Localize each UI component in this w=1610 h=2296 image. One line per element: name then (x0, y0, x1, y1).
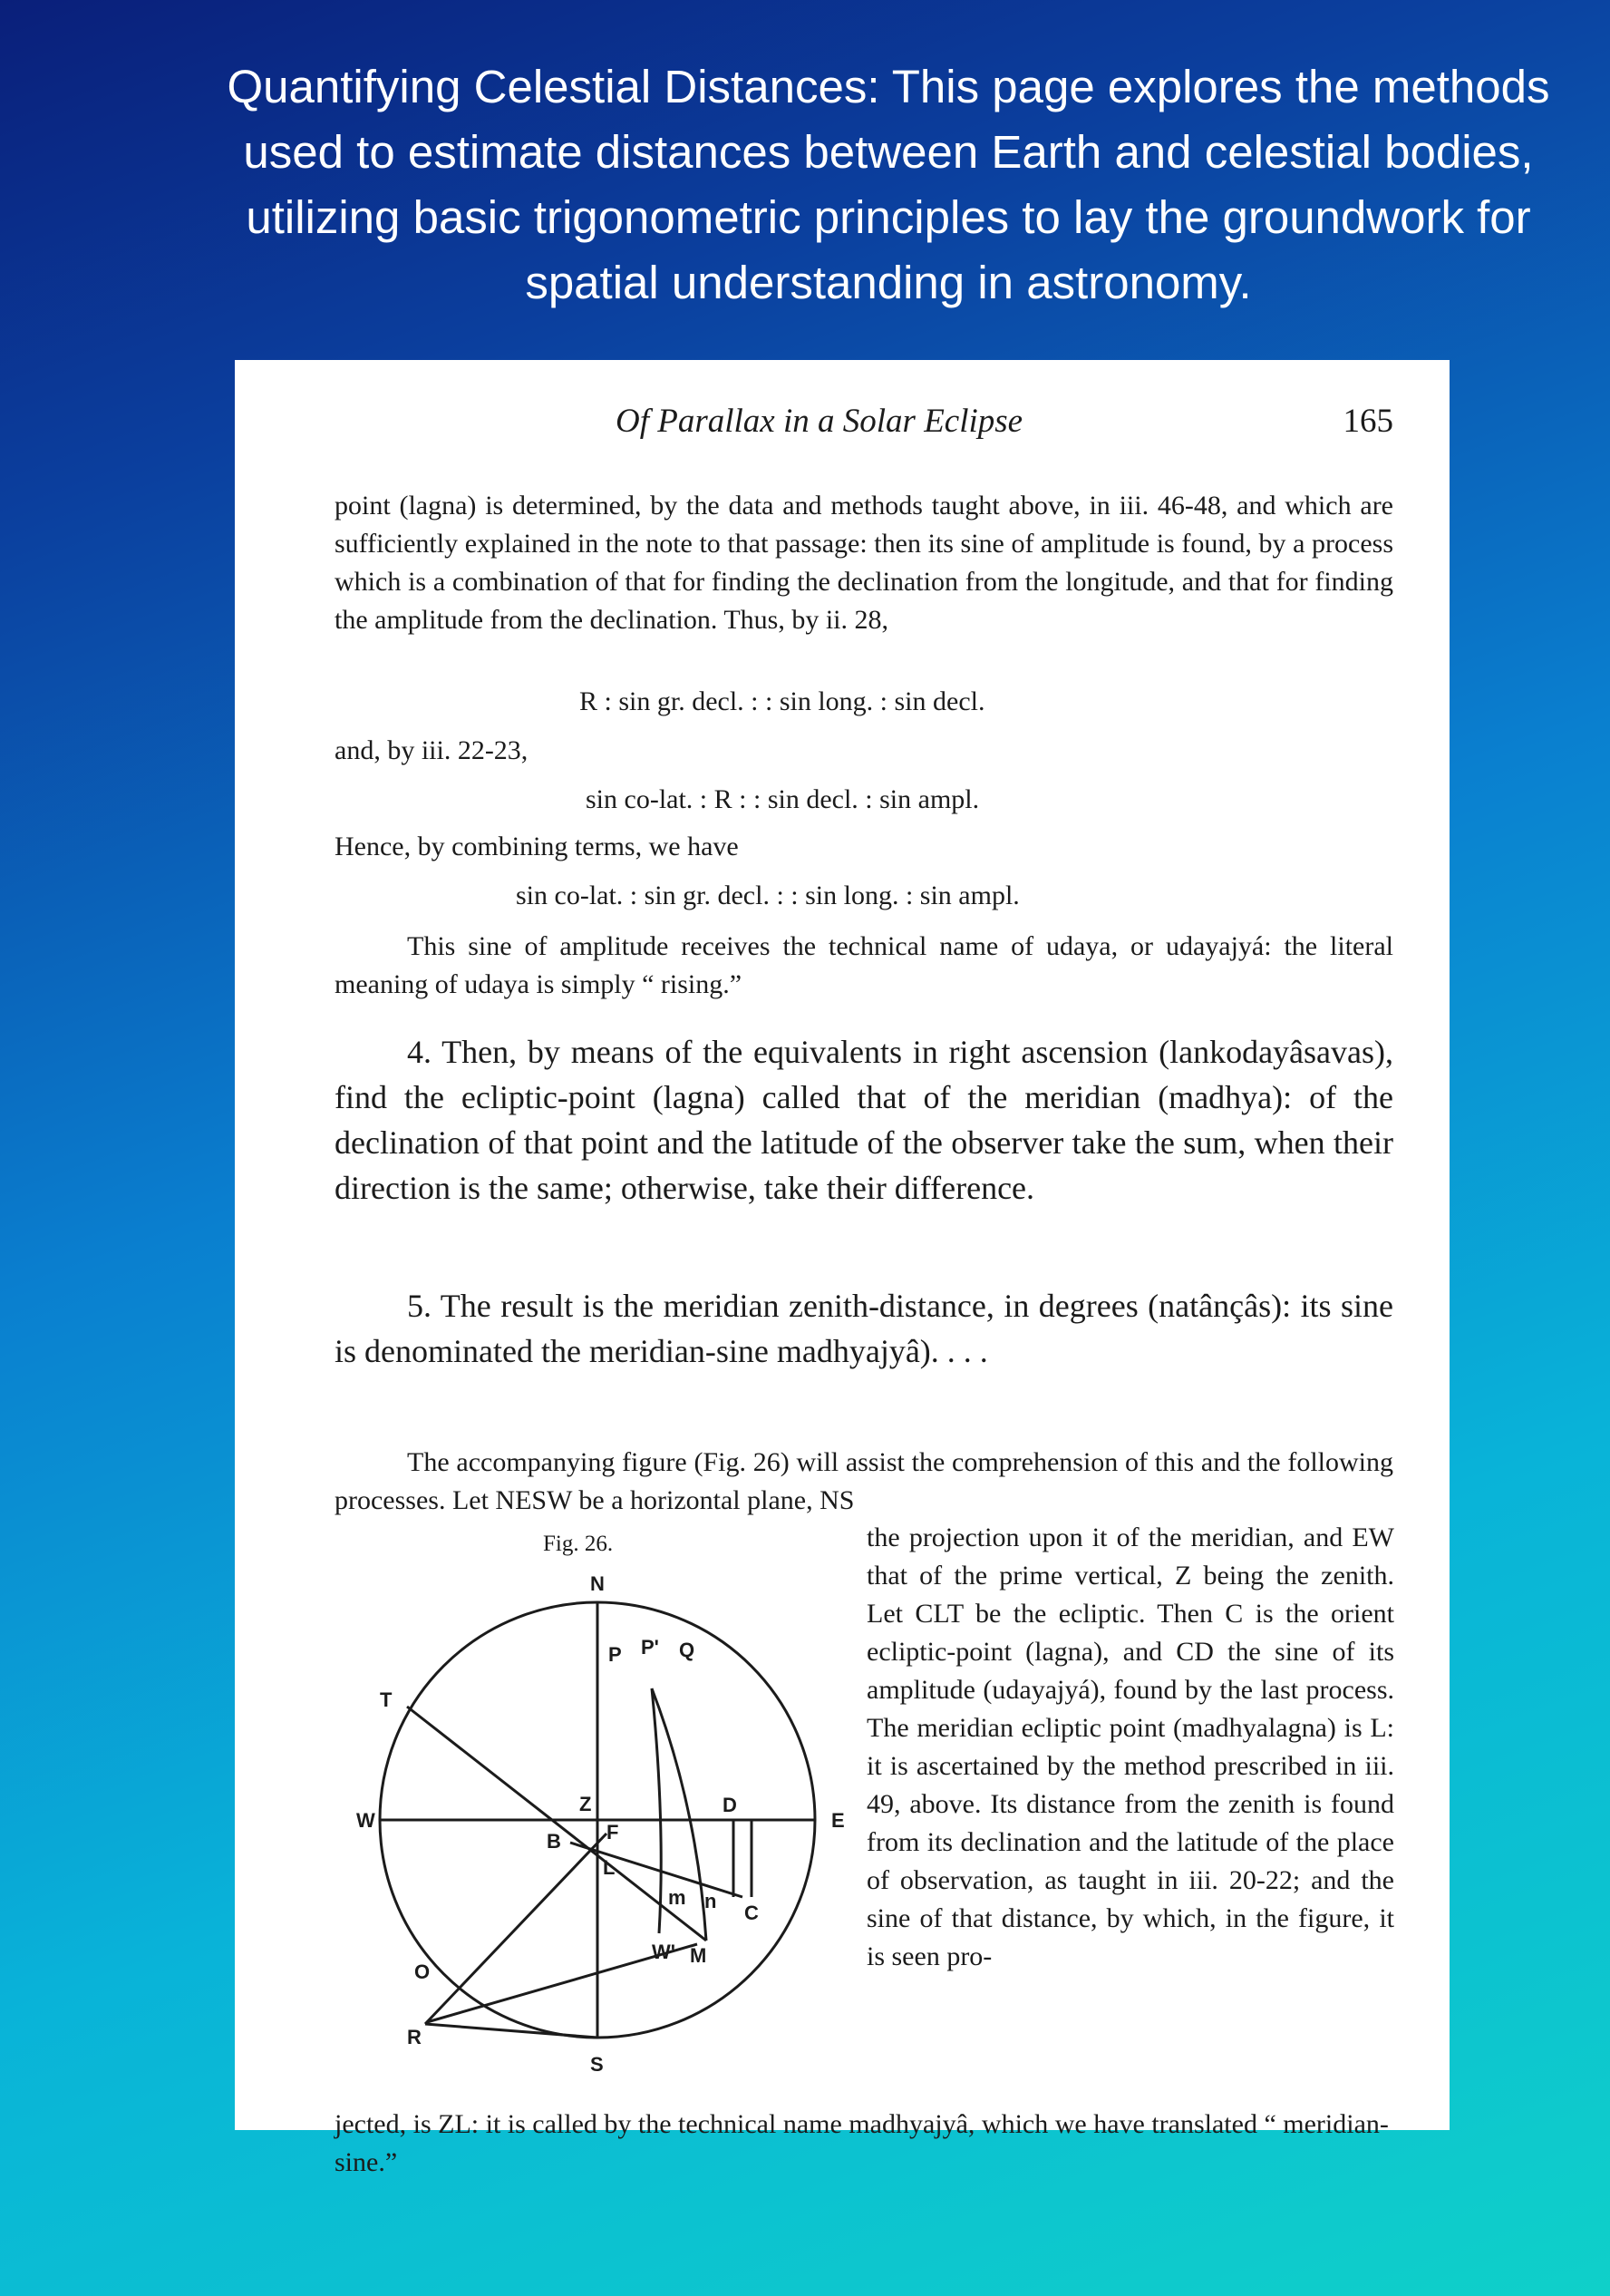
verse-4: 4. Then, by means of the equivalents in right ascension (lankodayâsavas), find the ecliptic-point (lagna) called that of the meridian (madhya): of the declination of that point and the latitude of the observer take the sum, when their direction is the same; otherwise, take their difference. (335, 1034, 1393, 1206)
verse-5: 5. The result is the meridian zenith-distance, in degrees (natânçâs): its sine is denominated the meridian-sine madhyajyâ). . . . (335, 1288, 1393, 1369)
label-F: F (606, 1821, 619, 1844)
book-page (235, 360, 1450, 2177)
equation-3: sin co-lat. : sin gr. decl. : : sin long. : sin ampl. (516, 880, 1020, 910)
label-C: C (744, 1902, 759, 1924)
paragraph-udaya: This sine of amplitude receives the technical name of udaya, or udayajyá: the literal meaning of udaya is simply “ rising.” (335, 931, 1393, 999)
diagram-lines (380, 1602, 815, 2038)
label-W: W (356, 1809, 375, 1832)
label-M: M (690, 1944, 707, 1967)
label-N: N (590, 1572, 605, 1595)
label-n: n (704, 1890, 717, 1912)
label-O: O (414, 1960, 431, 1983)
hence-line: Hence, by combining terms, we have (335, 832, 739, 861)
label-T: T (380, 1688, 393, 1711)
image-caption: Quantifying Celestial Distances: This page explores the methods used to estimate distances between Earth and celestial bodies, utilizing basic trigonometric principles to lay the groundwork for spatial understanding in astronomy. (227, 61, 1550, 308)
label-W-prime: W' (652, 1941, 675, 1963)
label-Z: Z (579, 1793, 592, 1815)
label-P-prime: P' (641, 1636, 659, 1659)
diagram-labels (356, 1572, 845, 2076)
figure-label: Fig. 26. (543, 1532, 614, 1556)
page-number: 165 (1343, 403, 1393, 440)
figure-26-diagram (353, 1571, 860, 2097)
and-line: and, by iii. 22-23, (335, 735, 529, 765)
paragraph-figure-conclusion: jected, is ZL: it is called by the technical name madhyajyâ, which we have translated “ meridian-sine.” (335, 2109, 1389, 2177)
running-head: Of Parallax in a Solar Eclipse (616, 403, 1023, 440)
label-R: R (407, 2026, 422, 2048)
label-m: m (668, 1886, 686, 1909)
figure-side-text: the projection upon it of the meridian, and EW that of the prime vertical, Z being the zenith. Let CLT be the ecliptic. Then C is the orient ecliptic-point (lagna), and CD the sine of its amplitude (udayajyá), found by the last process. The meridian ecliptic point (madhyalagna) is L: it is ascertained by the method prescribed in iii. 49, above. Its distance from the zenith is found from its declination and the latitude of the place of observation, as taught in iii. 20-22; and the sine of that distance, by which, in the figure, it is seen pro- (867, 1523, 1394, 1971)
paragraph-lagna-sine: point (lagna) is determined, by the data and methods taught above, in iii. 46-48, and which are sufficiently explained in the note to that passage: then its sine of amplitude is found, by a process which is a combination of that for finding the declination from the longitude, and that for finding the amplitude from the declination. Thus, by ii. 28, (335, 491, 1393, 635)
label-B: B (547, 1830, 561, 1853)
equation-2: sin co-lat. : R : : sin decl. : sin ampl. (586, 784, 980, 814)
label-E: E (831, 1809, 845, 1832)
equation-1: R : sin gr. decl. : : sin long. : sin decl. (579, 686, 985, 716)
line-rs (425, 2024, 597, 2038)
paragraph-figure-intro: The accompanying figure (Fig. 26) will assist the comprehension of this and the following processes. Let NESW be a horizontal plane, NS (335, 1447, 1393, 1515)
label-Q: Q (679, 1639, 695, 1661)
label-L: L (603, 1856, 616, 1879)
label-S: S (590, 2053, 604, 2076)
label-D: D (723, 1794, 737, 1816)
curve-pm (652, 1688, 661, 1933)
label-P: P (608, 1643, 622, 1666)
